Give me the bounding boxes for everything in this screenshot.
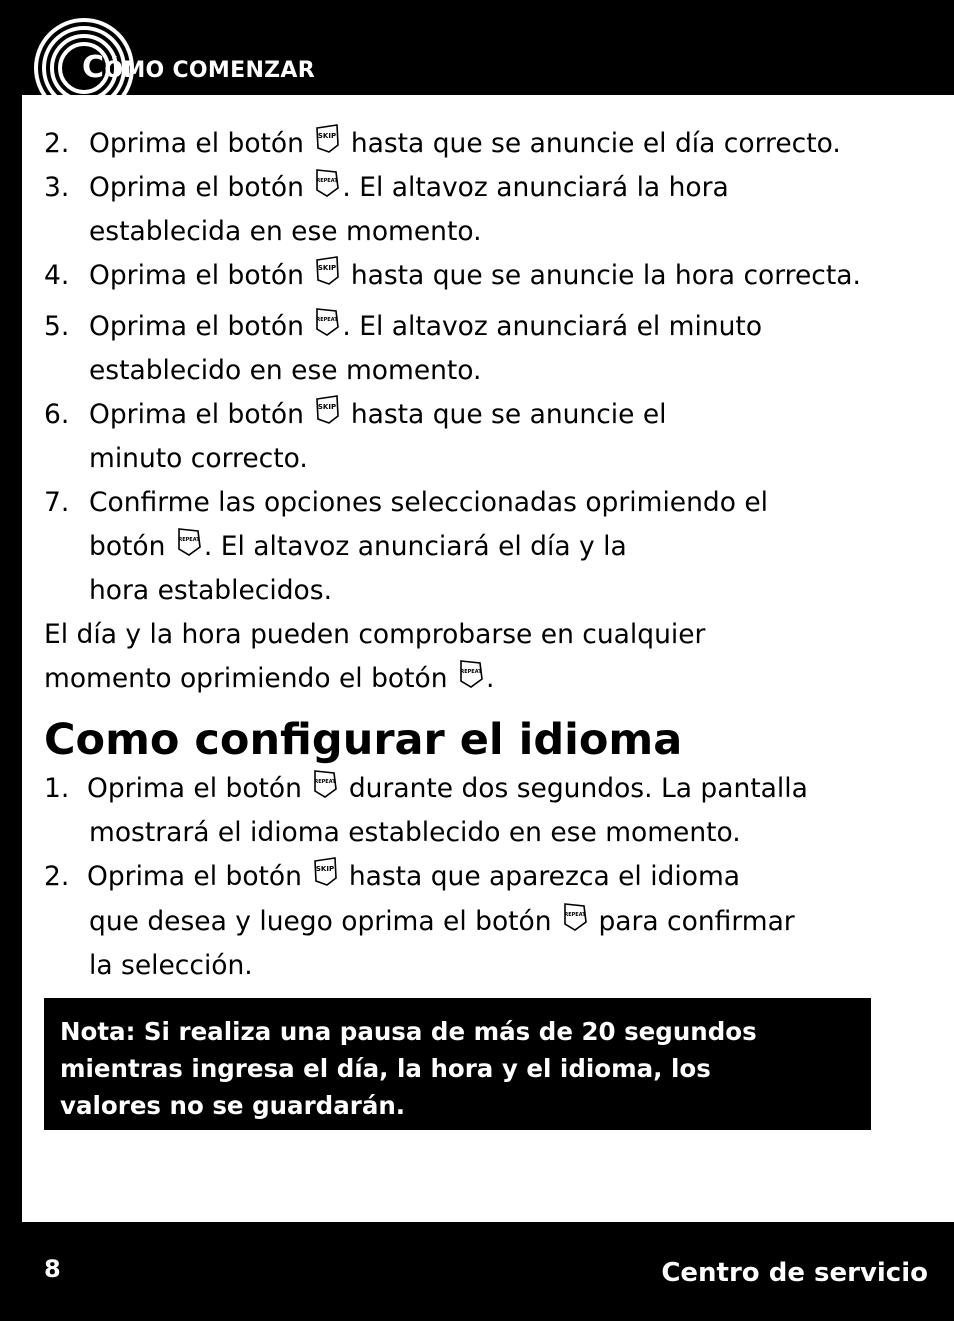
step-text-part: Oprima el botón <box>89 399 304 430</box>
step-text <box>89 122 841 166</box>
step-text-part: que desea y luego oprima el botón <box>89 906 552 937</box>
step-text <box>89 393 667 437</box>
step-text-part: . El altavoz anunciará el minuto <box>342 311 763 342</box>
step-text-continuation: establecida en ese momento. <box>89 216 482 247</box>
repeat-button-icon <box>314 307 340 337</box>
paragraph-text-part: momento oprimiendo el botón <box>44 663 448 694</box>
step-number: 6. <box>44 399 70 430</box>
page-header <box>0 0 954 95</box>
repeat-icon-label: REPEAT <box>460 669 482 675</box>
step-text-part: botón <box>89 531 166 562</box>
step-number: 3. <box>44 172 70 203</box>
step-text <box>89 305 762 349</box>
paragraph-line <box>44 657 494 701</box>
step-text-continuation: establecido en ese momento. <box>89 355 482 386</box>
paragraph-text-part: . <box>485 663 495 694</box>
step-number: 7. <box>44 487 70 518</box>
header-title-initial: C <box>82 50 105 85</box>
note-line: mientras ingresa el día, la hora y el idioma, los <box>60 1054 711 1083</box>
skip-icon-label: SKIP <box>318 403 337 411</box>
step-text-continuation <box>89 900 795 944</box>
step-text-part: hasta que se anuncie la hora correcta. <box>350 260 861 291</box>
repeat-icon-label: REPEAT <box>178 537 200 543</box>
step-number: 2. <box>44 861 70 892</box>
step-text-part: Oprima el botón <box>87 861 302 892</box>
repeat-icon-label: REPEAT <box>564 912 586 918</box>
step-text-part: . El altavoz anunciará la hora <box>342 172 729 203</box>
skip-button-icon <box>314 395 340 425</box>
repeat-icon-label: REPEAT <box>316 178 338 184</box>
note-box <box>44 998 871 1130</box>
page-number: 8 <box>44 1255 61 1283</box>
step-number: 1. <box>44 773 70 804</box>
step-text-part: hasta que se anuncie el <box>350 399 667 430</box>
step-text <box>89 166 729 210</box>
repeat-icon-label: REPEAT <box>314 779 336 785</box>
note-line: valores no se guardarán. <box>60 1091 406 1120</box>
note-text <box>60 1013 757 1124</box>
skip-button-icon <box>314 124 340 154</box>
repeat-button-icon <box>312 769 338 799</box>
step-number: 5. <box>44 311 70 342</box>
step-text-part: Oprima el botón <box>89 128 304 159</box>
skip-icon-label: SKIP <box>316 865 335 873</box>
step-text-part: Oprima el botón <box>89 311 304 342</box>
step-text-part: Oprima el botón <box>89 260 304 291</box>
step-text-part: Oprima el botón <box>89 172 304 203</box>
step-text-continuation: minuto correcto. <box>89 443 308 474</box>
skip-button-icon <box>312 857 338 887</box>
header-title-rest: ÓMO COMENZAR <box>104 58 315 83</box>
step-text-part: . El altavoz anunciará el día y la <box>203 531 627 562</box>
step-text-part: Oprima el botón <box>87 773 302 804</box>
skip-button-icon <box>314 256 340 286</box>
step-text-part: para confirmar <box>598 906 795 937</box>
step-text-part: hasta que aparezca el idioma <box>348 861 741 892</box>
step-text-continuation <box>89 525 627 569</box>
repeat-icon-label: REPEAT <box>316 317 338 323</box>
paragraph-line: El día y la hora pueden comprobarse en cualquier <box>44 619 706 650</box>
step-number: 2. <box>44 128 70 159</box>
step-text-continuation: mostrará el idioma establecido en ese momento. <box>89 817 741 848</box>
skip-icon-label: SKIP <box>318 132 337 140</box>
section-heading: Como configurar el idioma <box>44 715 683 765</box>
step-text-part: hasta que se anuncie el día correcto. <box>350 128 841 159</box>
step-text <box>89 254 861 298</box>
step-text-continuation: hora establecidos. <box>89 575 332 606</box>
step-text-part: durante dos segundos. La pantalla <box>348 773 808 804</box>
header-title <box>82 50 315 85</box>
footer-section-title: Centro de servicio <box>661 1258 928 1288</box>
step-number: 4. <box>44 260 70 291</box>
repeat-button-icon <box>176 527 202 557</box>
skip-icon-label: SKIP <box>318 264 337 272</box>
step-text: Confirme las opciones seleccionadas oprimiendo el <box>89 487 769 518</box>
step-text <box>87 855 740 899</box>
repeat-button-icon <box>314 168 340 198</box>
repeat-button-icon <box>458 659 484 689</box>
note-line: Nota: Si realiza una pausa de más de 20 segundos <box>60 1017 757 1046</box>
step-text <box>87 767 808 811</box>
repeat-button-icon <box>562 902 588 932</box>
step-text-continuation: la selección. <box>89 950 253 981</box>
